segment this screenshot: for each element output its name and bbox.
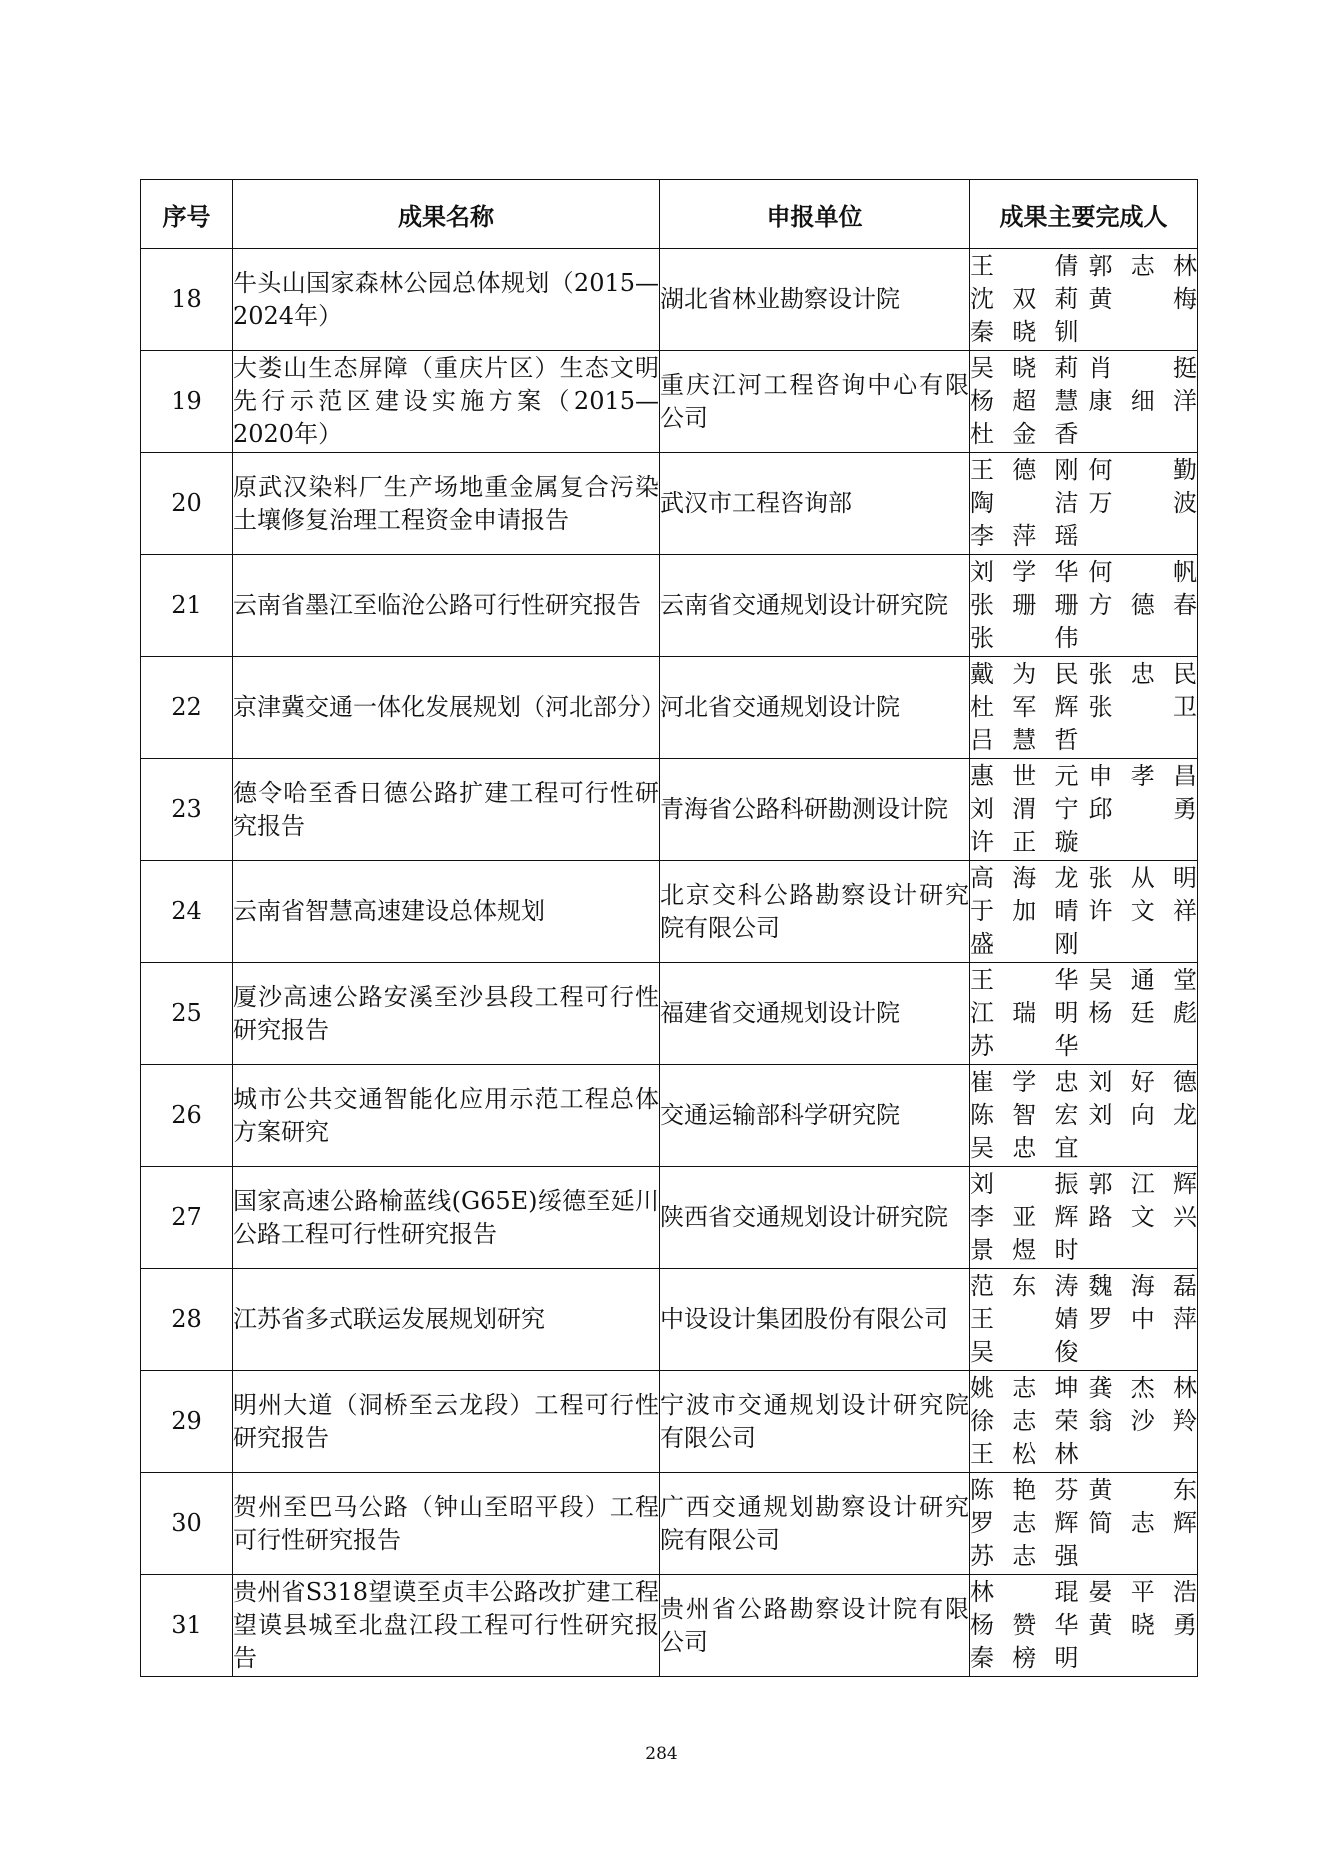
row-serial-number: 25 xyxy=(141,963,233,1065)
contributor-name: 杨赞华 xyxy=(970,1611,1079,1639)
contributor-name: 江瑞明 xyxy=(970,999,1079,1027)
contributor-name: 王 华 xyxy=(970,966,1079,994)
row-applicant-unit: 交通运输部科学研究院 xyxy=(660,1065,970,1167)
contributors-list xyxy=(970,1270,1197,1369)
contributors-list xyxy=(970,454,1197,553)
contributor-name: 晏平浩 xyxy=(1088,1578,1197,1606)
contributor-name: 吴忠宜 xyxy=(970,1134,1079,1162)
contributor-name: 龚杰林 xyxy=(1088,1374,1197,1402)
header-main-contributors: 成果主要完成人 xyxy=(970,180,1198,249)
contributor-name: 崔学忠 xyxy=(970,1068,1079,1096)
row-contributors xyxy=(970,555,1198,657)
contributors-list xyxy=(970,1372,1197,1471)
table-row xyxy=(141,351,1198,453)
contributor-name: 张忠民 xyxy=(1088,660,1197,688)
row-contributors xyxy=(970,351,1198,453)
contributor-name: 刘好德 xyxy=(1088,1068,1197,1096)
row-applicant-unit: 重庆江河工程咨询中心有限公司 xyxy=(660,351,970,453)
contributor-name: 陈艳芬 xyxy=(970,1476,1079,1504)
contributors-list xyxy=(970,1168,1197,1267)
row-contributors xyxy=(970,1167,1198,1269)
row-applicant-unit: 青海省公路科研勘测设计院 xyxy=(660,759,970,861)
row-contributors xyxy=(970,759,1198,861)
contributor-name: 刘 振 xyxy=(970,1170,1079,1198)
contributor-name: 许文祥 xyxy=(1088,897,1197,925)
contributor-name: 高海龙 xyxy=(970,864,1079,892)
row-contributors xyxy=(970,1371,1198,1473)
contributor-name: 刘向龙 xyxy=(1088,1101,1197,1129)
row-applicant-unit: 武汉市工程咨询部 xyxy=(660,453,970,555)
row-contributors xyxy=(970,1065,1198,1167)
row-achievement-name: 城市公共交通智能化应用示范工程总体方案研究 xyxy=(233,1065,660,1167)
contributor-name: 陈智宏 xyxy=(970,1101,1079,1129)
contributor-name: 刘学华 xyxy=(970,558,1079,586)
contributor-name: 王 婧 xyxy=(970,1305,1079,1333)
table-row xyxy=(141,1269,1198,1371)
row-achievement-name: 大娄山生态屏障（重庆片区）生态文明先行示范区建设实施方案（2015—2020年） xyxy=(233,351,660,453)
contributor-name: 苏 华 xyxy=(970,1032,1079,1060)
row-contributors xyxy=(970,453,1198,555)
row-serial-number: 31 xyxy=(141,1575,233,1677)
table-row xyxy=(141,249,1198,351)
row-applicant-unit: 广西交通规划勘察设计研究院有限公司 xyxy=(660,1473,970,1575)
page-number: 284 xyxy=(645,1744,678,1764)
contributor-name: 何 勤 xyxy=(1088,456,1197,484)
row-achievement-name: 贵州省S318望谟至贞丰公路改扩建工程望谟县城至北盘江段工程可行性研究报告 xyxy=(233,1575,660,1677)
row-serial-number: 30 xyxy=(141,1473,233,1575)
contributor-name: 秦榜明 xyxy=(970,1644,1079,1672)
row-achievement-name: 厦沙高速公路安溪至沙县段工程可行性研究报告 xyxy=(233,963,660,1065)
contributors-list xyxy=(970,250,1197,349)
contributor-name: 何 帆 xyxy=(1088,558,1197,586)
row-contributors xyxy=(970,657,1198,759)
row-achievement-name: 国家高速公路榆蓝线(G65E)绥德至延川公路工程可行性研究报告 xyxy=(233,1167,660,1269)
contributor-name: 林 琨 xyxy=(970,1578,1079,1606)
contributors-list xyxy=(970,1066,1197,1165)
row-achievement-name: 云南省墨江至临沧公路可行性研究报告 xyxy=(233,555,660,657)
contributors-list xyxy=(970,1474,1197,1573)
contributor-name: 黄 东 xyxy=(1088,1476,1197,1504)
awards-table xyxy=(140,179,1198,1677)
contributor-name: 杨超慧 xyxy=(970,387,1079,415)
contributor-name: 盛 刚 xyxy=(970,930,1079,958)
contributor-name: 郭江辉 xyxy=(1088,1170,1197,1198)
contributor-name: 王德刚 xyxy=(970,456,1079,484)
row-serial-number: 22 xyxy=(141,657,233,759)
row-serial-number: 18 xyxy=(141,249,233,351)
contributor-name: 沈双莉 xyxy=(970,285,1079,313)
contributor-name: 吴通堂 xyxy=(1088,966,1197,994)
contributor-name: 魏海磊 xyxy=(1088,1272,1197,1300)
contributor-name: 王 倩 xyxy=(970,252,1079,280)
row-serial-number: 21 xyxy=(141,555,233,657)
contributor-name: 吴 俊 xyxy=(970,1338,1079,1366)
row-achievement-name: 牛头山国家森林公园总体规划（2015—2024年） xyxy=(233,249,660,351)
contributor-name: 罗志辉 xyxy=(970,1509,1079,1537)
row-serial-number: 19 xyxy=(141,351,233,453)
row-contributors xyxy=(970,963,1198,1065)
contributor-name: 景煜时 xyxy=(970,1236,1079,1264)
table-header-row xyxy=(141,180,1198,249)
row-serial-number: 26 xyxy=(141,1065,233,1167)
row-applicant-unit: 贵州省公路勘察设计院有限公司 xyxy=(660,1575,970,1677)
contributor-name: 李萍瑶 xyxy=(970,522,1079,550)
table-row xyxy=(141,1371,1198,1473)
contributor-name: 罗中萍 xyxy=(1088,1305,1197,1333)
row-serial-number: 27 xyxy=(141,1167,233,1269)
row-achievement-name: 德令哈至香日德公路扩建工程可行性研究报告 xyxy=(233,759,660,861)
table-row xyxy=(141,963,1198,1065)
contributors-list xyxy=(970,760,1197,859)
table-row xyxy=(141,453,1198,555)
contributor-name: 李亚辉 xyxy=(970,1203,1079,1231)
row-applicant-unit: 福建省交通规划设计院 xyxy=(660,963,970,1065)
contributor-name: 张珊珊 xyxy=(970,591,1079,619)
contributor-name: 姚志坤 xyxy=(970,1374,1079,1402)
row-contributors xyxy=(970,1473,1198,1575)
contributor-name: 于加晴 xyxy=(970,897,1079,925)
contributor-name: 黄晓勇 xyxy=(1088,1611,1197,1639)
contributor-name: 王松林 xyxy=(970,1440,1079,1468)
table-row xyxy=(141,555,1198,657)
contributor-name: 简志辉 xyxy=(1088,1509,1197,1537)
table-row xyxy=(141,657,1198,759)
table-body xyxy=(141,249,1198,1677)
contributors-list xyxy=(970,862,1197,961)
row-applicant-unit: 中设设计集团股份有限公司 xyxy=(660,1269,970,1371)
contributor-name: 郭志林 xyxy=(1088,252,1197,280)
contributor-name: 许正璇 xyxy=(970,828,1079,856)
row-applicant-unit: 宁波市交通规划设计研究院有限公司 xyxy=(660,1371,970,1473)
contributor-name: 方德春 xyxy=(1088,591,1197,619)
row-applicant-unit: 河北省交通规划设计院 xyxy=(660,657,970,759)
contributors-list xyxy=(970,352,1197,451)
row-serial-number: 24 xyxy=(141,861,233,963)
contributor-name: 申孝昌 xyxy=(1088,762,1197,790)
contributor-name: 戴为民 xyxy=(970,660,1079,688)
row-applicant-unit: 云南省交通规划设计研究院 xyxy=(660,555,970,657)
table-row xyxy=(141,1575,1198,1677)
contributor-name: 范东涛 xyxy=(970,1272,1079,1300)
row-contributors xyxy=(970,1269,1198,1371)
contributor-name: 万 波 xyxy=(1088,489,1197,517)
table-row xyxy=(141,1473,1198,1575)
contributors-list xyxy=(970,964,1197,1063)
header-achievement-name: 成果名称 xyxy=(233,180,660,249)
table-row xyxy=(141,1065,1198,1167)
row-applicant-unit: 陕西省交通规划设计研究院 xyxy=(660,1167,970,1269)
row-achievement-name: 云南省智慧高速建设总体规划 xyxy=(233,861,660,963)
row-applicant-unit: 北京交科公路勘察设计研究院有限公司 xyxy=(660,861,970,963)
table-row xyxy=(141,759,1198,861)
table-row xyxy=(141,861,1198,963)
contributor-name: 苏志强 xyxy=(970,1542,1079,1570)
row-contributors xyxy=(970,1575,1198,1677)
contributor-name: 吴晓莉 xyxy=(970,354,1079,382)
contributor-name: 惠世元 xyxy=(970,762,1079,790)
row-achievement-name: 明州大道（洞桥至云龙段）工程可行性研究报告 xyxy=(233,1371,660,1473)
header-serial-number: 序号 xyxy=(141,180,233,249)
contributor-name: 路文兴 xyxy=(1088,1203,1197,1231)
header-applicant-unit: 申报单位 xyxy=(660,180,970,249)
row-achievement-name: 贺州至巴马公路（钟山至昭平段）工程可行性研究报告 xyxy=(233,1473,660,1575)
row-serial-number: 20 xyxy=(141,453,233,555)
row-serial-number: 23 xyxy=(141,759,233,861)
contributor-name: 邱 勇 xyxy=(1088,795,1197,823)
contributors-list xyxy=(970,1576,1197,1675)
contributor-name: 翁沙羚 xyxy=(1088,1407,1197,1435)
contributor-name: 吕慧哲 xyxy=(970,726,1079,754)
contributor-name: 杨廷彪 xyxy=(1088,999,1197,1027)
contributor-name: 张从明 xyxy=(1088,864,1197,892)
contributor-name: 杜军辉 xyxy=(970,693,1079,721)
row-serial-number: 28 xyxy=(141,1269,233,1371)
table-row xyxy=(141,1167,1198,1269)
contributor-name: 康细洋 xyxy=(1088,387,1197,415)
contributor-name: 秦晓钏 xyxy=(970,318,1079,346)
row-applicant-unit: 湖北省林业勘察设计院 xyxy=(660,249,970,351)
contributor-name: 黄 梅 xyxy=(1088,285,1197,313)
row-achievement-name: 江苏省多式联运发展规划研究 xyxy=(233,1269,660,1371)
row-serial-number: 29 xyxy=(141,1371,233,1473)
row-contributors xyxy=(970,861,1198,963)
contributor-name: 杜金香 xyxy=(970,420,1079,448)
contributors-list xyxy=(970,658,1197,757)
contributor-name: 刘渭宁 xyxy=(970,795,1079,823)
row-achievement-name: 京津冀交通一体化发展规划（河北部分） xyxy=(233,657,660,759)
contributors-list xyxy=(970,556,1197,655)
contributor-name: 张 卫 xyxy=(1088,693,1197,721)
contributor-name: 陶 洁 xyxy=(970,489,1079,517)
row-achievement-name: 原武汉染料厂生产场地重金属复合污染土壤修复治理工程资金申请报告 xyxy=(233,453,660,555)
contributor-name: 徐志荣 xyxy=(970,1407,1079,1435)
contributor-name: 肖 挺 xyxy=(1088,354,1197,382)
row-contributors xyxy=(970,249,1198,351)
contributor-name: 张 伟 xyxy=(970,624,1079,652)
